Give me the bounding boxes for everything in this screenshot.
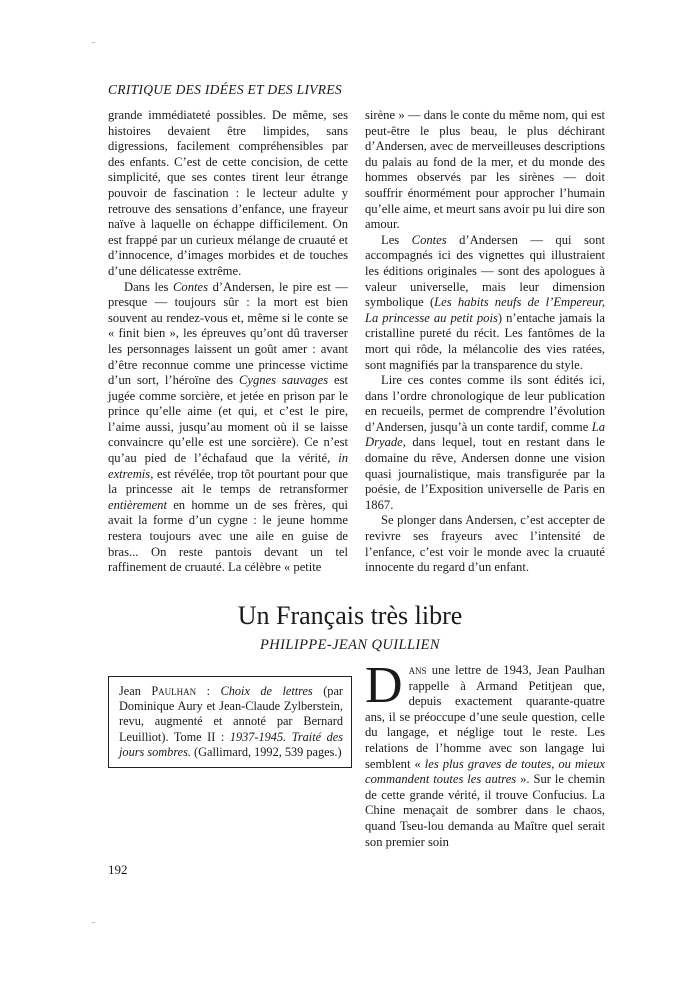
paragraph: Dans les Contes d’Andersen, le pire est — presque — toujours sûr : la mort est bien souvent au rendez-vous et, même si le conte se « finit bien », les épreuves qu’ont dû traverser les personnages laissent un goût amer : avant d’être reconnue comme une princesse victime d’un sort, l’héroïne des Cygnes sauvages est jugée comme sorcière, et jetée en prison par le prince qu’elle aime (et qui, et c’est le pire, l’aime aussi, jusqu’au moment où il se laisse convaincre qu’elle est une sorcière). Ce n’est qu’au pied de l’échafaud que la vérité, in extremis, est révélée, trop tôt pourtant pour que la princesse ait le temps de retransformer entièrement en homme un de ses frères, qui avait la forme d’un cygne : le jeune homme restera toujours avec une aile en guise de bras... On reste pantois devant un tel raffinement de cruauté. La célèbre « petite bbox=[108, 279, 348, 575]
left-column bbox=[108, 108, 348, 576]
article-body bbox=[365, 657, 606, 850]
drop-cap: D bbox=[365, 657, 403, 714]
paragraph: sirène » — dans le conte du même nom, qui est peut-être le plus beau, le plus déchirant d’Andersen, avec de merveilleuses descriptions du palais au fond de la mer, et du monde des hommes observés par les sirènes — doit souffrir énormément pour approcher l’humain qu’elle aime, et meurt sans avoir pu lui dire son amour. bbox=[365, 108, 605, 232]
paragraph: Se plonger dans Andersen, c’est accepter de revivre ses frayeurs avec l’intensité de l’enfance, c’est voir le monde avec la cruauté innocente du regard d’un enfant. bbox=[365, 513, 605, 575]
paragraph: Lire ces contes comme ils sont édités ici, dans l’ordre chronologique de leur publication en recueils, permet de comprendre l’évolution d’Andersen, jusqu’à un conte tardif, comme La Dryade, dans lequel, tout en restant dans le domaine du rêve, Andersen donne une vision quasi journalistique, mais transfigurée par la poésie, de l’Exposition universelle de Paris en 1867. bbox=[365, 373, 605, 512]
right-column bbox=[365, 108, 605, 576]
article-author: PHILIPPE-JEAN QUILLIEN bbox=[260, 637, 440, 653]
running-head: CRITIQUE DES IDÉES ET DES LIVRES bbox=[108, 82, 342, 97]
paragraph: Dans une lettre de 1943, Jean Paulhan rappelle à Armand Petitjean que, depuis exactement quarante-quatre ans, il se préoccupe d’une seule question, celle du langage, et néglige tout le reste. Les relations de l’homme avec son langage lui semblent « les plus graves de toutes, ou mieux commandent toutes les autres ». Sur le chemin de cette grande vérité, il trouve Confucius. La Chine menaçait de sombrer dans le chaos, quand Tseu-lou demanda au Maître quel serait son premier soin bbox=[365, 657, 606, 849]
printer-mark bbox=[92, 922, 95, 923]
paragraph: Les Contes d’Andersen — qui sont accompagnés ici des vignettes qui illustraient les éditions originales — sont des apologues à valeur universelle, mais leur dimension symbolique (Les habits neufs de l’Empereur, La princesse au petit pois) n’entache jamais la cristalline pureté du récit. Les fantômes de la mort qui rôde, la mélancolie des vies ratées, sont magnifiés par la transparence du style. bbox=[365, 232, 605, 372]
article-title: Un Français très libre bbox=[237, 601, 463, 631]
book-reference-box: Jean Paulhan : Choix de lettres (par Dominique Aury et Jean-Claude Zylberstein, revu, augmenté et annoté par Bernard Leuilliot). Tome II : 1937-1945. Traité des jours sombres. (Gallimard, 1992, 539 pages.) bbox=[108, 676, 352, 768]
printer-mark bbox=[92, 42, 95, 43]
page-number: 192 bbox=[108, 862, 128, 877]
paragraph: grande immédiateté possibles. De même, ses histoires devaient être limpides, sans digressions, facilement compréhensibles par des enfants. C’est de cette concision, de cette simplicité, que ses contes tirent leur étrange pouvoir de fascination : le lecteur adulte y retrouve des sensations d’enfance, une frayeur naïve à laquelle on échappe difficilement. On est frappé par un curieux mélange de cruauté et d’innocence, d’images morbides et de touches d’une délicatesse extrême. bbox=[108, 108, 348, 278]
